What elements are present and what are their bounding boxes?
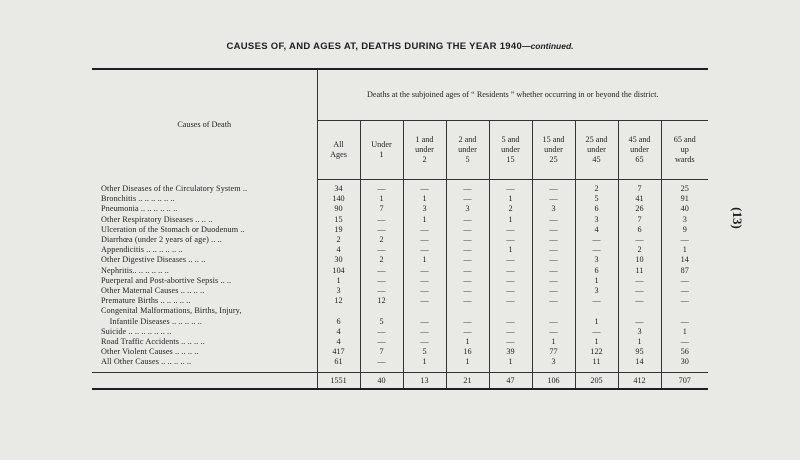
age-header-line: up [680,145,689,154]
value-cell: 417 [317,347,360,357]
value-cell: 140 [317,194,360,204]
cause-cell: Nephritis.. .. .. .. .. .. [92,266,317,276]
value-cell: — [489,266,532,276]
deaths-table [92,68,708,390]
value-cell: — [489,337,532,347]
value-cell: — [489,255,532,265]
table-row [92,180,708,195]
value-cell [532,306,575,316]
value-cell: 3 [618,327,661,337]
value-cell: — [532,255,575,265]
value-cell: — [360,180,403,195]
value-cell: — [403,180,446,195]
age-header-line: 5 and [501,135,520,144]
value-cell: 3 [317,286,360,296]
total-cell: 13 [403,372,446,389]
cause-cell: All Other Causes .. .. .. .. .. [92,357,317,372]
value-cell: 3 [403,204,446,214]
age-header-line: All [333,140,344,149]
value-cell: 1 [682,326,687,336]
value-cell: — [680,337,689,347]
value-cell: — [618,286,661,296]
causes-header: Causes of Death [92,69,317,180]
value-cell: — [446,255,489,265]
cause-cell: Other Respiratory Diseases .. .. .. [92,215,317,225]
value-cell: 122 [575,347,618,357]
value-cell: 6 [618,225,661,235]
totals-row [92,372,708,389]
value-cell: — [446,180,489,195]
value-cell: — [532,180,575,195]
value-cell: 4 [317,245,360,255]
value-cell [317,306,360,316]
value-cell: 5 [575,194,618,204]
value-cell: 2 [489,204,532,214]
value-cell: — [532,317,575,327]
title-text: CAUSES OF, AND AGES AT, DEATHS DURING THE YEAR 1940 [226,41,523,52]
value-cell: 4 [317,327,360,337]
deaths-table-container [92,68,708,390]
value-cell: 1 [489,194,532,204]
value-cell: — [446,317,489,327]
value-cell: 30 [317,255,360,265]
table-body [92,180,708,389]
value-cell: — [403,235,446,245]
age-header-line: Under [371,140,392,149]
value-cell: 26 [618,204,661,214]
age-header-line: 1 and [415,135,434,144]
value-cell: 4 [575,225,618,235]
value-cell: 3 [575,286,618,296]
value-cell: — [618,276,661,286]
value-cell: 5 [403,347,446,357]
table-row [92,245,708,255]
value-cell: — [489,235,532,245]
age-header-line: 2 [422,155,427,164]
value-cell: — [360,266,403,276]
value-cell: 1 [446,357,489,372]
value-cell: 41 [618,194,661,204]
age-header-line: 45 and [628,135,651,144]
value-cell: 61 [317,357,360,372]
title-continued: —continued. [522,41,574,51]
age-header-0 [317,121,360,180]
value-cell: 25 [680,184,689,193]
age-header-line: 5 [465,155,470,164]
value-cell: — [360,245,403,255]
value-cell: — [403,225,446,235]
total-cell: 21 [446,372,489,389]
value-cell: — [532,276,575,286]
table-row [92,204,708,214]
value-cell: 2 [360,235,403,245]
value-cell: 77 [532,347,575,357]
value-cell [360,306,403,316]
cause-cell: Congenital Malformations, Births, Injury, [92,306,317,316]
value-cell: 2 [317,235,360,245]
cause-cell: Appendicitis .. .. .. .. .. .. [92,245,317,255]
value-cell: — [532,266,575,276]
value-cell [661,306,708,316]
total-cell: 106 [532,372,575,389]
value-cell: — [532,327,575,337]
value-cell: — [532,225,575,235]
table-row [92,276,708,286]
value-cell: — [489,276,532,286]
value-cell: 15 [317,215,360,225]
age-header-line: 15 and [542,135,565,144]
age-header-7 [618,121,661,180]
cause-cell: Ulceration of the Stomach or Duodenum .. [92,225,317,235]
value-cell: — [532,215,575,225]
value-cell: — [446,235,489,245]
value-cell: — [575,235,618,245]
value-cell: 6 [317,317,360,327]
value-cell: 87 [680,265,689,275]
value-cell: 34 [317,180,360,195]
value-cell: 2 [360,255,403,265]
value-cell: — [446,296,489,306]
table-row [92,255,708,265]
value-cell: — [532,245,575,255]
value-cell [575,306,618,316]
value-cell: 1 [618,337,661,347]
value-cell: — [618,235,661,245]
value-cell: — [532,296,575,306]
age-header-line: 65 and [673,135,696,144]
value-cell: 12 [360,296,403,306]
value-cell: 1 [403,194,446,204]
table-row [92,306,708,316]
age-header-line: under [415,145,434,154]
value-cell: — [446,225,489,235]
cause-cell: Other Digestive Diseases .. .. .. [92,255,317,265]
value-cell: 19 [317,225,360,235]
age-header-line: wards [674,155,695,164]
cause-cell: Other Diseases of the Circulatory System .. [92,180,317,195]
value-cell: 3 [575,215,618,225]
value-cell: — [532,194,575,204]
value-cell: 14 [618,357,661,372]
value-cell: — [446,327,489,337]
table-row [92,194,708,204]
value-cell: 95 [618,347,661,357]
value-cell: — [360,215,403,225]
value-cell [446,306,489,316]
table-row [92,317,708,327]
value-cell: — [680,286,689,296]
page-title [0,41,800,52]
value-cell: — [489,296,532,306]
table-row [92,235,708,245]
age-header-8 [661,121,708,180]
value-cell: 6 [575,266,618,276]
value-cell: 40 [680,204,689,214]
cause-cell: Suicide .. .. .. .. .. .. .. [92,327,317,337]
value-cell: — [446,266,489,276]
value-cell: 4 [317,337,360,347]
cause-cell: Bronchitis .. .. .. .. .. .. [92,194,317,204]
value-cell [618,306,661,316]
value-cell: 30 [680,357,689,367]
value-cell: 90 [317,204,360,214]
cause-cell: Diarrhœa (under 2 years of age) .. .. [92,235,317,245]
value-cell: 14 [680,255,689,265]
value-cell: — [360,225,403,235]
value-cell: — [360,276,403,286]
value-cell: 2 [575,180,618,195]
value-cell: — [360,286,403,296]
value-cell: — [680,235,689,245]
age-header-line: Ages [330,150,347,159]
page-number: (13) [729,207,745,229]
value-cell: — [446,194,489,204]
table-row [92,296,708,306]
value-cell: — [680,316,689,326]
total-cell: 707 [661,372,708,389]
total-cell: 40 [360,372,403,389]
value-cell: — [403,327,446,337]
total-cell: 47 [489,372,532,389]
value-cell: 1 [360,194,403,204]
value-cell: 7 [360,347,403,357]
value-cell: 3 [575,255,618,265]
value-cell: — [489,225,532,235]
value-cell [489,306,532,316]
value-cell: — [403,296,446,306]
total-cell: 1551 [317,372,360,389]
value-cell: 39 [489,347,532,357]
value-cell: 11 [618,266,661,276]
table-row [92,215,708,225]
age-header-6 [575,121,618,180]
value-cell: — [618,296,661,306]
deaths-header: Deaths at the subjoined ages of “ Residents ” whether occurring in or beyond the district. [317,69,708,121]
value-cell: 104 [317,266,360,276]
totals-label-cell [92,372,317,389]
value-cell: 5 [360,317,403,327]
value-cell: 1 [489,357,532,372]
table-row [92,286,708,296]
value-cell: — [680,296,689,306]
cause-cell: Other Maternal Causes .. .. .. .. [92,286,317,296]
value-cell: 9 [682,224,687,234]
value-cell: — [360,357,403,372]
value-cell: 3 [446,204,489,214]
value-cell: 1 [575,337,618,347]
cause-cell: Other Violent Causes .. .. .. .. [92,347,317,357]
age-header-line: 25 and [585,135,608,144]
value-cell: — [446,276,489,286]
age-header-line: 65 [635,155,644,164]
value-cell: 1 [575,317,618,327]
value-cell: — [403,276,446,286]
value-cell: 2 [618,245,661,255]
value-cell: 3 [532,204,575,214]
total-cell: 412 [618,372,661,389]
value-cell: 1 [575,276,618,286]
cause-cell: Road Traffic Accidents .. .. .. .. [92,337,317,347]
value-cell: 1 [403,255,446,265]
value-cell: — [446,245,489,255]
value-cell: 7 [360,204,403,214]
age-header-line: 45 [592,155,601,164]
age-header-2 [403,121,446,180]
value-cell: — [360,337,403,347]
table-row [92,347,708,357]
value-cell [403,306,446,316]
age-header-line: under [458,145,477,154]
age-header-5 [532,121,575,180]
age-header-line: 15 [506,155,515,164]
value-cell: 91 [680,194,689,204]
age-header-line: under [544,145,563,154]
value-cell: — [532,235,575,245]
age-header-line: under [630,145,649,154]
value-cell: — [575,245,618,255]
value-cell: 6 [575,204,618,214]
value-cell: — [403,245,446,255]
value-cell: 10 [618,255,661,265]
value-cell: — [403,317,446,327]
value-cell: — [446,215,489,225]
value-cell: 16 [446,347,489,357]
value-cell: — [403,286,446,296]
value-cell: 12 [317,296,360,306]
value-cell: — [532,286,575,296]
cause-cell: Premature Births .. .. .. .. .. [92,296,317,306]
table-row [92,357,708,372]
age-header-line: under [501,145,520,154]
cause-cell: Puerperal and Post-abortive Sepsis .. .. [92,276,317,286]
table-row [92,337,708,347]
value-cell: 11 [575,357,618,372]
total-cell: 205 [575,372,618,389]
value-cell: 56 [680,347,689,357]
value-cell: 3 [682,214,687,224]
table-row [92,266,708,276]
value-cell: — [403,337,446,347]
value-cell: — [575,327,618,337]
value-cell: — [403,266,446,276]
value-cell: — [489,317,532,327]
value-cell: 1 [532,337,575,347]
value-cell: 1 [403,357,446,372]
cause-cell: Pneumonia .. .. .. .. .. .. [92,204,317,214]
value-cell: 7 [618,215,661,225]
value-cell: — [360,327,403,337]
value-cell: 1 [489,245,532,255]
age-header-3 [446,121,489,180]
table-row [92,327,708,337]
value-cell: 1 [446,337,489,347]
age-header-1 [360,121,403,180]
value-cell: — [446,286,489,296]
value-cell: 1 [403,215,446,225]
age-header-line: under [587,145,606,154]
age-header-4 [489,121,532,180]
table-row [92,225,708,235]
value-cell: — [489,327,532,337]
age-header-line: 2 and [458,135,477,144]
value-cell: — [489,180,532,195]
value-cell: — [680,275,689,285]
value-cell: 7 [618,180,661,195]
age-header-line: 1 [379,150,384,159]
value-cell: — [618,317,661,327]
cause-cell: Infantile Diseases .. .. .. .. .. [92,317,317,327]
value-cell: — [489,286,532,296]
value-cell: 1 [489,215,532,225]
value-cell: 3 [532,357,575,372]
age-header-line: 25 [549,155,558,164]
value-cell: 1 [317,276,360,286]
value-cell: 1 [682,245,687,255]
value-cell: — [575,296,618,306]
